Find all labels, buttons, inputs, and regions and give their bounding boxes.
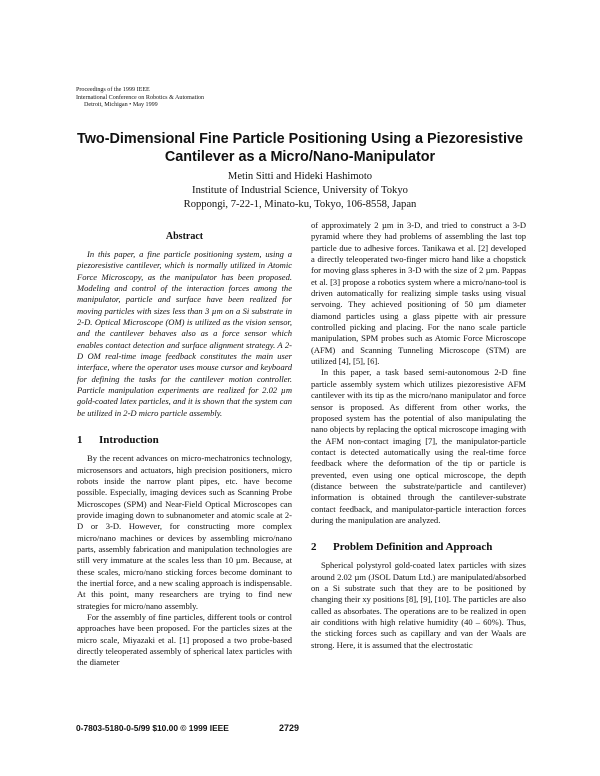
intro-paragraph-3: of approximately 2 µm in 3-D, and tried to construct a 3-D pyramid where they had problems of assembling the last top particle due to adhesive forces. Tanikawa et al. [2] developed a directly teleoperated two-finger micro hand like a chopstick for moving glass spheres in 3-D with the size of 2 µm. Pappas et al. [3] propose a robotics system where a micro/nano-tool is driven automatically for realizing simple tasks using visual servoing. They achieved positioning of 50 µm diameter diamond particles using a glass pipette with air pressure controlled picking and placing. For the nano scale particle manipulation, SPM probes such as Atomic Force Microscope (AFM) and Scanning Tunneling Microscope (STM) are utilized [4], [5], [6].: [311, 220, 526, 367]
intro-paragraph-1: By the recent advances on micro-mechatronics technology, microsensors and actuators, high precision positioners, micro robots inside the narrow plant pipes, etc. have become possible. Especially, imaging devices such as Scanning Probe Microscopes (SPM) and Near-Field Optical Microscopes can provide imaging down to subnanometer and atomic scale at 2-D or 3-D. However, for constructing more complex micro/nano machines or devices by assembling micro/nano parts, assembly fabrication and manipulation technologies are still very immature at the scales less than 10 µm. Because, at these scales, micro/nano sticking forces become dominant to the inertial force, and a new scaling approach is indispensable. At this point, many researchers are trying to find new strategies for micro/nano assembly.: [77, 453, 292, 611]
left-column: [77, 230, 292, 669]
author-names: Metin Sitti and Hideki Hashimoto: [227, 171, 373, 182]
author-institute: Institute of Industrial Science, University of Tokyo: [192, 185, 408, 196]
abstract-text: In this paper, a fine particle positioning system, using a piezoresistive cantilever, which is normally utilized in Atomic Force Microscopy, as the manipulator has been proposed. Modeling and control of the interaction forces among the manipulator, particle and surface have been realized for moving particles with sizes less than 3 µm on a Si substrate in 2-D. Optical Microscope (OM) is utilized as the vision sensor, and the cantilever behaves also as a force sensor which enables contact detection and surface alignment strategy. A 2-D OM real-time image feedback constitutes the main user interface, where the operator uses mouse cursor and keyboard for defining the tasks for the cantilever motion controller. Particle manipulation experiments are realized for 2.02 µm gold-coated latex particles, and it is shown that the system can be utilized in 2-D micro particle assembly.: [77, 249, 292, 418]
proceedings-line-3: Detroit, Michigan • May 1999: [84, 102, 158, 109]
intro-paragraph-2: For the assembly of fine particles, different tools or control approaches have been proposed. For the particles sizes at the micro scale, Miyazaki et al. [1] proposed a two probe-based directly teleoperated assembly of spherical latex particles with the diameter: [77, 611, 292, 668]
author-block: [60, 170, 540, 212]
footer-isbn: 0-7803-5180-0-5/99 $10.00 © 1999 IEEE: [76, 723, 229, 733]
section-title: Problem Definition and Approach: [333, 541, 493, 554]
intro-paragraph-4: In this paper, a task based semi-autonomous 2-D fine particle assembly system which utilizes piezoresistive AFM cantilever with its tip as the micro/nano manipulator and force sensor is proposed. As different from other works, the proposed system has the potential of also manipulating the nano objects by replacing the optical microscope imaging with the AFM non-contact imaging [7], the manipulator-particle contact is detected automatically using the real-time force feedback where the deformation of the tip or particle is prevented, even using one optical microscope, the depth (distance between the substrate/particle and cantilever) information is obtained through the cantilever-substrate contact feedback, and manipulator-particle interaction forces during the manipulation are analyzed.: [311, 367, 526, 525]
section2-paragraph-1: Spherical polystyrol gold-coated latex particles with sizes around 2.02 µm (JSOL Datum Ltd.) are manipulated/absorbed on a Si substrate such that they are to be positioned by changing their xy positions [8], [9], [10]. The particles are also called as absorbates. The operations are to be realized in open air conditions with high relative humidity (40 – 60%). Thus, the sticking forces such as capillary and van der Waals are strong. Here, it is assumed that the electrostatic: [311, 560, 526, 650]
section-title: Introduction: [99, 434, 159, 447]
proceedings-header: [76, 87, 296, 110]
author-address: Roppongi, 7-22-1, Minato-ku, Tokyo, 106-8558, Japan: [183, 199, 417, 210]
proceedings-line-2: International Conference on Robotics & Automation: [76, 94, 205, 101]
right-column: [311, 220, 526, 651]
paper-title: [60, 130, 540, 166]
title-line-2: Cantilever as a Micro/Nano-Manipulator: [164, 149, 436, 165]
section-heading-problem-definition: [311, 540, 526, 554]
title-line-1: Two-Dimensional Fine Particle Positioning Using a Piezoresistive: [77, 131, 523, 147]
page-number: 2729: [279, 723, 300, 733]
abstract-heading: Abstract: [165, 231, 204, 242]
section-number: 1: [77, 434, 83, 447]
section-heading-introduction: [77, 433, 292, 447]
proceedings-line-1: Proceedings of the 1999 IEEE: [76, 87, 150, 93]
section-number: 2: [311, 541, 317, 554]
